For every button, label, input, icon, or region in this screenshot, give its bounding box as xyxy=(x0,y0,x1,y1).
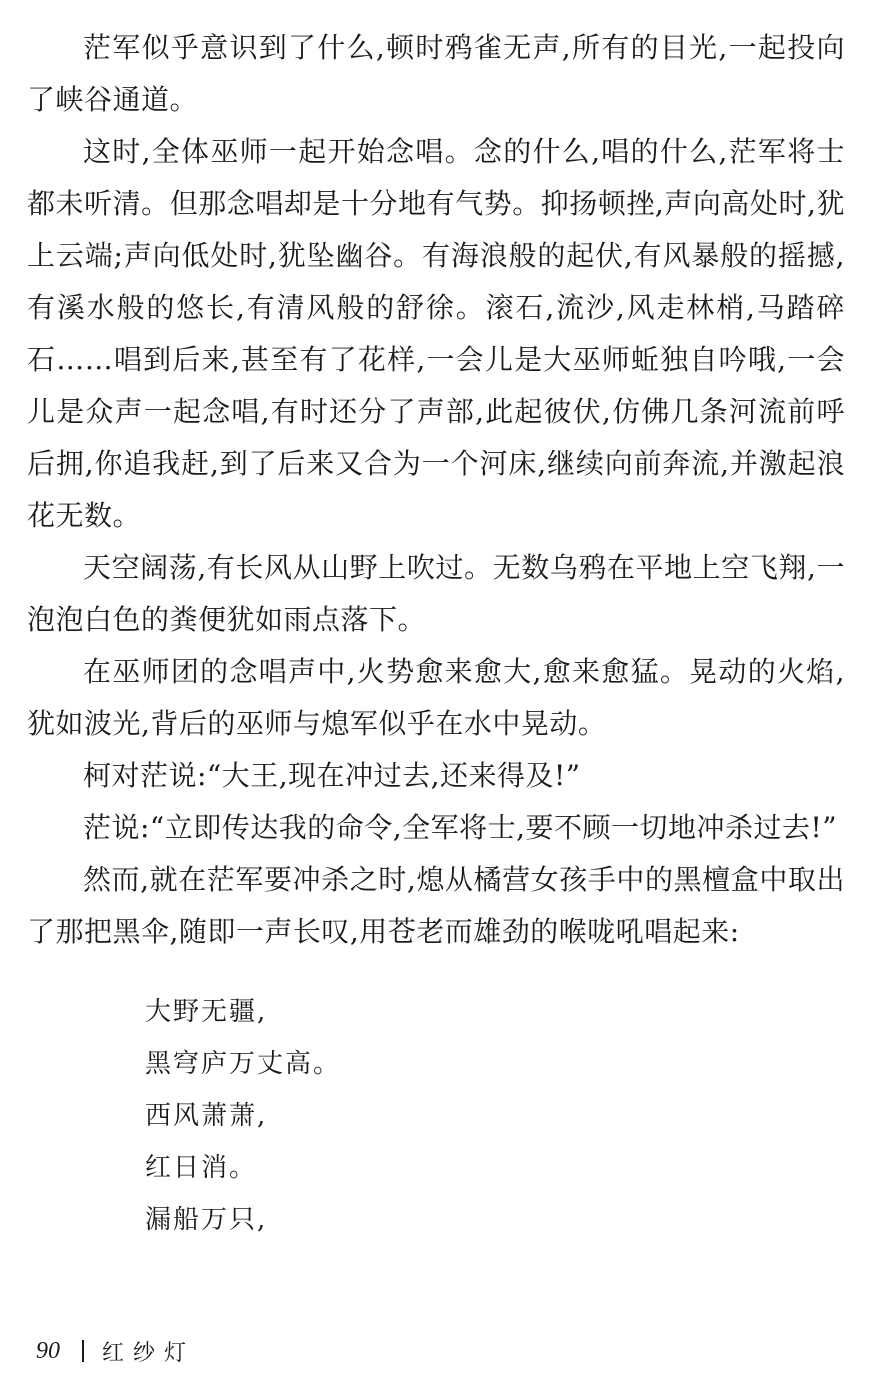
paragraph-7: 然而,就在茫军要冲杀之时,熄从橘营女孩手中的黑檀盒中取出了那把黑伞,随即一声长叹,用苍老而雄劲的喉咙吼唱起来: xyxy=(27,863,845,948)
verse-line-4: 红日消。 xyxy=(145,1153,258,1183)
page-number: 90 xyxy=(36,1337,60,1364)
paragraph-2: 这时,全体巫师一起开始念唱。念的什么,唱的什么,茫军将士都未听清。但那念唱却是十分地有气势。抑扬顿挫,声向高处时,犹上云端;声向低处时,犹坠幽谷。有海浪般的起伏,有风暴般的摇撼,有溪水般的悠长,有清风般的舒徐。滚石,流沙,风走林梢,马踏碎石……唱到后来,甚至有了花样,一会儿是大巫师蚯独自吟哦,一会儿是众声一起念唱,有时还分了声部,此起彼伏,仿佛几条河流前呼后拥,你追我赶,到了后来又合为一个河床,继续向前奔流,并激起浪花无数。 xyxy=(27,135,845,532)
verse-line-3: 西风萧萧, xyxy=(145,1101,268,1131)
page-footer xyxy=(36,1335,195,1367)
paragraph-3: 天空阔荡,有长风从山野上吹过。无数乌鸦在平地上空飞翔,一泡泡白色的粪便犹如雨点落下。 xyxy=(27,551,845,636)
paragraph-5: 柯对茫说:“大王,现在冲过去,还来得及!” xyxy=(83,759,581,792)
paragraph-6: 茫说:“立即传达我的命令,全军将士,要不顾一切地冲杀过去!” xyxy=(83,811,838,844)
verse-line-2: 黑穹庐万丈高。 xyxy=(145,1049,342,1079)
verse-block xyxy=(145,986,845,1246)
footer-divider xyxy=(82,1340,84,1362)
page-body xyxy=(27,22,845,1246)
paragraph-1: 茫军似乎意识到了什么,顿时鸦雀无声,所有的目光,一起投向了峡谷通道。 xyxy=(27,31,845,116)
book-title: 红纱灯 xyxy=(102,1340,196,1366)
verse-line-5: 漏船万只, xyxy=(145,1205,268,1235)
verse-line-1: 大野无疆, xyxy=(145,997,268,1027)
paragraph-4: 在巫师团的念唱声中,火势愈来愈大,愈来愈猛。晃动的火焰,犹如波光,背后的巫师与熄军似乎在水中晃动。 xyxy=(27,655,845,740)
